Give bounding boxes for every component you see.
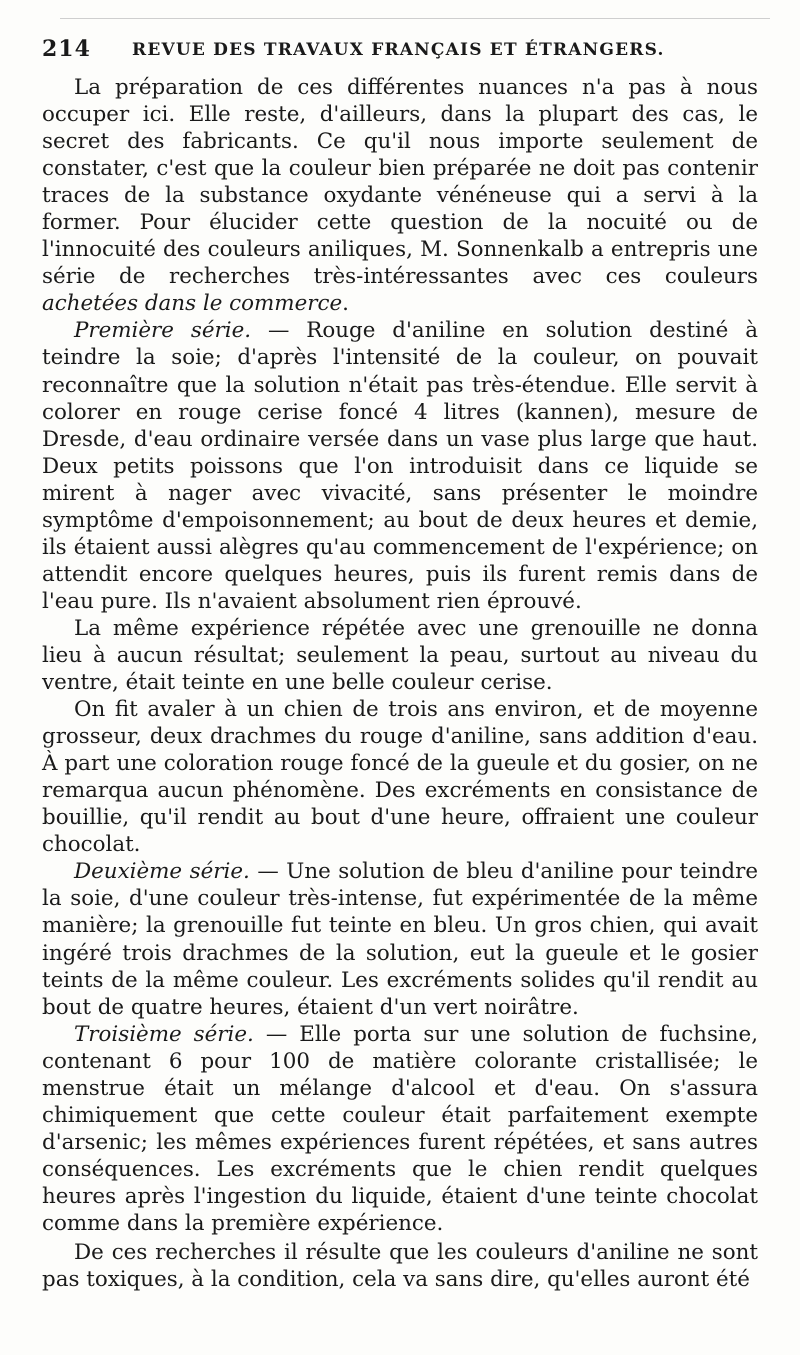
- paragraph-third-series: [42, 1021, 758, 1237]
- paragraph-intro-text: La préparation de ces différentes nuances n'a pas à nous occuper ici. Elle reste, d'ailleurs, dans la plupart des cas, le secret des fabricants. Ce qu'il nous importe seulement de constater, c'est que la couleur bien préparée ne doit pas contenir traces de la substance oxydante vénéneuse qui a servi à la former. Pour élucider cette question de la nocuité ou de l'innocuité des couleurs aniliques, M. Sonnenkalb a entrepris une série de recherches très-intéressantes avec ces couleurs: [42, 75, 758, 290]
- series-title-first: Première série.: [74, 318, 252, 344]
- paragraph-conclusion: [42, 1239, 758, 1293]
- top-rule: [60, 18, 770, 19]
- page-number: 214: [42, 36, 91, 62]
- paragraph-frog-experiment: [42, 615, 758, 696]
- running-head: REVUE DES TRAVAUX FRANÇAIS ET ÉTRANGERS.: [132, 40, 665, 60]
- paragraph-dog-experiment: [42, 696, 758, 858]
- body-text: [42, 74, 758, 1293]
- paragraph-intro-end: .: [342, 291, 349, 317]
- paragraph-second-series: [42, 858, 758, 1020]
- series-title-third: Troisième série.: [74, 1021, 254, 1047]
- paragraph-intro: [42, 74, 758, 317]
- paragraph-intro-italic: achetées dans le commerce: [42, 291, 343, 317]
- paragraph-first-series-text: — Rouge d'aniline en solution destiné à teindre la soie; d'après l'intensité de la couleur, on pouvait reconnaître que la solution n'était pas très-étendue. Elle servit à colorer en rouge cerise foncé 4 litres (kannen), mesure de Dresde, d'eau ordinaire versée dans un vase plus large que haut. Deux petits poissons que l'on introduisit dans ce liquide se mirent à nager avec vivacité, sans présenter le moindre symptôme d'empoisonnement; au bout de deux heures et demie, ils étaient aussi alègres qu'au commencement de l'expérience; on attendit encore quelques heures, puis ils furent remis dans de l'eau pure. Ils n'avaient absolument rien éprouvé.: [42, 318, 758, 614]
- paragraph-frog-text: La même expérience répétée avec une grenouille ne donna lieu à aucun résultat; seulement la peau, surtout au niveau du ventre, était teinte en une belle couleur cerise.: [42, 615, 758, 696]
- page-header: [42, 36, 762, 64]
- paragraph-conclusion-text: De ces recherches il résulte que les couleurs d'aniline ne sont pas toxiques, à la condition, cela va sans dire, qu'elles auront été: [42, 1240, 758, 1293]
- paragraph-first-series: [42, 317, 758, 615]
- series-title-second: Deuxième série.: [74, 859, 250, 885]
- paragraph-third-series-text: — Elle porta sur une solution de fuchsine, contenant 6 pour 100 de matière colorante cristallisée; le menstrue était un mélange d'alcool et d'eau. On s'assura chimiquement que cette couleur était parfaitement exempte d'arsenic; les mêmes expériences furent répétées, et sans autres conséquences. Les excréments que le chien rendit quelques heures après l'ingestion du liquide, étaient d'une teinte chocolat comme dans la première expérience.: [42, 1021, 759, 1236]
- paragraph-dog-text: On fit avaler à un chien de trois ans environ, et de moyenne grosseur, deux drachmes du rouge d'aniline, sans addition d'eau. À part une coloration rouge foncé de la gueule et du gosier, on ne remarqua aucun phénomène. Des excréments en consistance de bouillie, qu'il rendit au bout d'une heure, offraient une couleur chocolat.: [42, 697, 758, 858]
- paragraph-second-series-text: — Une solution de bleu d'aniline pour teindre la soie, d'une couleur très-intense, fut expérimentée de la même manière; la grenouille fut teinte en bleu. Un gros chien, qui avait ingéré trois drachmes de la solution, eut la gueule et le gosier teints de la même couleur. Les excréments solides qu'il rendit au bout de quatre heures, étaient d'un vert noirâtre.: [42, 859, 758, 1020]
